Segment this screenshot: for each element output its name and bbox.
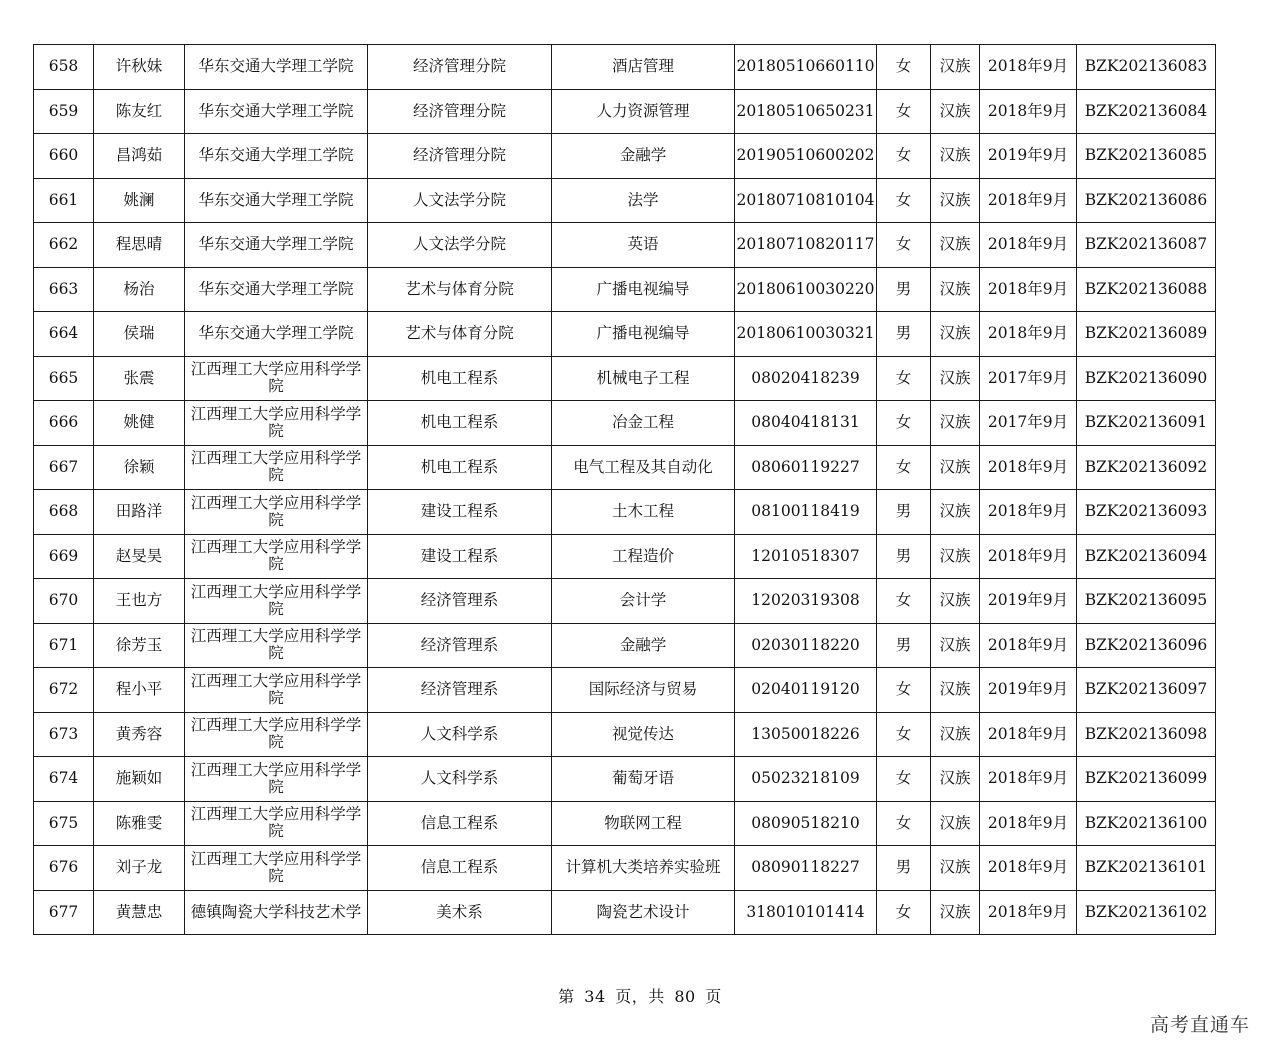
cell-gender: 女	[877, 89, 931, 134]
cell-department: 人文科学系	[368, 757, 552, 802]
cell-name: 侯瑞	[94, 312, 185, 357]
cell-number: 673	[34, 712, 94, 757]
cell-student-id: 02030118220	[735, 623, 877, 668]
cell-major: 冶金工程	[552, 401, 735, 446]
cell-enrollment-date: 2018年9月	[980, 846, 1077, 891]
cell-student-id: 08020418239	[735, 356, 877, 401]
cell-enrollment-date: 2018年9月	[980, 801, 1077, 846]
cell-school: 华东交通大学理工学院	[185, 178, 368, 223]
cell-enrollment-date: 2018年9月	[980, 312, 1077, 357]
cell-student-id: 20180610030321	[735, 312, 877, 357]
cell-major: 计算机大类培养实验班	[552, 846, 735, 891]
cell-name: 徐颖	[94, 445, 185, 490]
cell-number: 668	[34, 490, 94, 535]
cell-school: 江西理工大学应用科学学院	[185, 445, 368, 490]
cell-student-id: 318010101414	[735, 890, 877, 935]
cell-enrollment-date: 2018年9月	[980, 757, 1077, 802]
cell-major: 金融学	[552, 623, 735, 668]
cell-name: 陈友红	[94, 89, 185, 134]
cell-major: 视觉传达	[552, 712, 735, 757]
footer-middle: 页，共	[615, 987, 665, 1006]
cell-department: 建设工程系	[368, 490, 552, 535]
cell-ethnicity: 汉族	[931, 623, 980, 668]
cell-student-id: 13050018226	[735, 712, 877, 757]
cell-name: 程小平	[94, 668, 185, 713]
cell-gender: 女	[877, 178, 931, 223]
cell-ethnicity: 汉族	[931, 134, 980, 179]
cell-code: BZK202136096	[1077, 623, 1216, 668]
cell-student-id: 20180510650231	[735, 89, 877, 134]
cell-student-id: 20180710810104	[735, 178, 877, 223]
table-body	[34, 45, 1216, 935]
cell-school: 华东交通大学理工学院	[185, 89, 368, 134]
cell-enrollment-date: 2018年9月	[980, 267, 1077, 312]
cell-gender: 男	[877, 267, 931, 312]
table-row	[34, 712, 1216, 757]
cell-school: 华东交通大学理工学院	[185, 312, 368, 357]
cell-enrollment-date: 2018年9月	[980, 445, 1077, 490]
cell-major: 会计学	[552, 579, 735, 624]
cell-number: 663	[34, 267, 94, 312]
cell-number: 674	[34, 757, 94, 802]
cell-name: 昌鸿茹	[94, 134, 185, 179]
cell-school: 江西理工大学应用科学学院	[185, 534, 368, 579]
cell-number: 675	[34, 801, 94, 846]
cell-school: 江西理工大学应用科学学院	[185, 623, 368, 668]
cell-department: 信息工程系	[368, 846, 552, 891]
table-row	[34, 534, 1216, 579]
cell-name: 赵旻昊	[94, 534, 185, 579]
cell-department: 信息工程系	[368, 801, 552, 846]
cell-department: 人文法学分院	[368, 178, 552, 223]
cell-enrollment-date: 2019年9月	[980, 668, 1077, 713]
student-list-table	[33, 44, 1216, 935]
cell-school: 德镇陶瓷大学科技艺术学	[185, 890, 368, 935]
cell-enrollment-date: 2018年9月	[980, 89, 1077, 134]
cell-school: 江西理工大学应用科学学院	[185, 490, 368, 535]
cell-enrollment-date: 2018年9月	[980, 490, 1077, 535]
cell-code: BZK202136093	[1077, 490, 1216, 535]
cell-code: BZK202136092	[1077, 445, 1216, 490]
cell-name: 姚健	[94, 401, 185, 446]
table-row	[34, 757, 1216, 802]
cell-enrollment-date: 2017年9月	[980, 401, 1077, 446]
table-row	[34, 668, 1216, 713]
cell-number: 677	[34, 890, 94, 935]
cell-gender: 女	[877, 223, 931, 268]
cell-gender: 女	[877, 45, 931, 90]
cell-department: 经济管理系	[368, 668, 552, 713]
cell-major: 物联网工程	[552, 801, 735, 846]
cell-number: 660	[34, 134, 94, 179]
cell-number: 669	[34, 534, 94, 579]
cell-code: BZK202136100	[1077, 801, 1216, 846]
table-row	[34, 134, 1216, 179]
cell-student-id: 08040418131	[735, 401, 877, 446]
cell-student-id: 20180610030220	[735, 267, 877, 312]
cell-ethnicity: 汉族	[931, 356, 980, 401]
cell-ethnicity: 汉族	[931, 223, 980, 268]
cell-gender: 女	[877, 445, 931, 490]
table-row	[34, 312, 1216, 357]
cell-name: 张震	[94, 356, 185, 401]
cell-student-id: 08100118419	[735, 490, 877, 535]
cell-enrollment-date: 2018年9月	[980, 223, 1077, 268]
cell-name: 黄秀容	[94, 712, 185, 757]
cell-gender: 男	[877, 534, 931, 579]
cell-code: BZK202136088	[1077, 267, 1216, 312]
cell-gender: 男	[877, 623, 931, 668]
cell-number: 667	[34, 445, 94, 490]
cell-code: BZK202136084	[1077, 89, 1216, 134]
cell-gender: 女	[877, 401, 931, 446]
cell-department: 艺术与体育分院	[368, 267, 552, 312]
cell-name: 刘子龙	[94, 846, 185, 891]
cell-enrollment-date: 2018年9月	[980, 890, 1077, 935]
cell-ethnicity: 汉族	[931, 178, 980, 223]
cell-ethnicity: 汉族	[931, 846, 980, 891]
cell-major: 酒店管理	[552, 45, 735, 90]
cell-school: 江西理工大学应用科学学院	[185, 757, 368, 802]
table-row	[34, 401, 1216, 446]
cell-student-id: 05023218109	[735, 757, 877, 802]
cell-major: 法学	[552, 178, 735, 223]
footer-prefix: 第	[558, 987, 575, 1006]
table-row	[34, 356, 1216, 401]
cell-school: 江西理工大学应用科学学院	[185, 712, 368, 757]
cell-major: 金融学	[552, 134, 735, 179]
table-row	[34, 178, 1216, 223]
cell-number: 671	[34, 623, 94, 668]
cell-enrollment-date: 2019年9月	[980, 134, 1077, 179]
cell-enrollment-date: 2018年9月	[980, 623, 1077, 668]
cell-major: 广播电视编导	[552, 267, 735, 312]
footer-current-page: 34	[584, 987, 606, 1006]
table-row	[34, 490, 1216, 535]
cell-code: BZK202136097	[1077, 668, 1216, 713]
table-row	[34, 89, 1216, 134]
cell-ethnicity: 汉族	[931, 579, 980, 624]
cell-major: 人力资源管理	[552, 89, 735, 134]
cell-code: BZK202136086	[1077, 178, 1216, 223]
cell-department: 经济管理分院	[368, 89, 552, 134]
cell-school: 江西理工大学应用科学学院	[185, 356, 368, 401]
cell-code: BZK202136085	[1077, 134, 1216, 179]
cell-gender: 女	[877, 668, 931, 713]
page-footer	[0, 984, 1280, 1007]
table-row	[34, 846, 1216, 891]
table-row	[34, 223, 1216, 268]
cell-school: 华东交通大学理工学院	[185, 223, 368, 268]
cell-ethnicity: 汉族	[931, 712, 980, 757]
cell-student-id: 02040119120	[735, 668, 877, 713]
cell-department: 机电工程系	[368, 445, 552, 490]
cell-gender: 女	[877, 890, 931, 935]
cell-code: BZK202136083	[1077, 45, 1216, 90]
cell-school: 华东交通大学理工学院	[185, 134, 368, 179]
cell-department: 经济管理分院	[368, 134, 552, 179]
cell-student-id: 20180710820117	[735, 223, 877, 268]
cell-ethnicity: 汉族	[931, 267, 980, 312]
cell-number: 666	[34, 401, 94, 446]
cell-gender: 男	[877, 312, 931, 357]
table-row	[34, 623, 1216, 668]
cell-student-id: 20180510660110	[735, 45, 877, 90]
table-row	[34, 890, 1216, 935]
cell-number: 664	[34, 312, 94, 357]
cell-major: 广播电视编导	[552, 312, 735, 357]
footer-suffix: 页	[705, 987, 722, 1006]
cell-gender: 女	[877, 757, 931, 802]
cell-gender: 男	[877, 490, 931, 535]
cell-ethnicity: 汉族	[931, 445, 980, 490]
cell-department: 艺术与体育分院	[368, 312, 552, 357]
table-row	[34, 445, 1216, 490]
cell-name: 陈雅雯	[94, 801, 185, 846]
cell-ethnicity: 汉族	[931, 45, 980, 90]
cell-number: 672	[34, 668, 94, 713]
table-row	[34, 267, 1216, 312]
cell-major: 英语	[552, 223, 735, 268]
cell-department: 机电工程系	[368, 401, 552, 446]
cell-department: 经济管理系	[368, 623, 552, 668]
cell-code: BZK202136095	[1077, 579, 1216, 624]
cell-ethnicity: 汉族	[931, 490, 980, 535]
cell-name: 王也方	[94, 579, 185, 624]
cell-department: 人文法学分院	[368, 223, 552, 268]
cell-name: 黄慧忠	[94, 890, 185, 935]
cell-enrollment-date: 2018年9月	[980, 45, 1077, 90]
cell-major: 土木工程	[552, 490, 735, 535]
cell-code: BZK202136094	[1077, 534, 1216, 579]
cell-ethnicity: 汉族	[931, 890, 980, 935]
cell-department: 人文科学系	[368, 712, 552, 757]
cell-name: 徐芳玉	[94, 623, 185, 668]
cell-ethnicity: 汉族	[931, 801, 980, 846]
cell-code: BZK202136090	[1077, 356, 1216, 401]
cell-code: BZK202136098	[1077, 712, 1216, 757]
cell-code: BZK202136091	[1077, 401, 1216, 446]
cell-ethnicity: 汉族	[931, 534, 980, 579]
cell-code: BZK202136102	[1077, 890, 1216, 935]
cell-ethnicity: 汉族	[931, 312, 980, 357]
cell-ethnicity: 汉族	[931, 757, 980, 802]
cell-major: 机械电子工程	[552, 356, 735, 401]
cell-gender: 女	[877, 801, 931, 846]
cell-student-id: 08090518210	[735, 801, 877, 846]
cell-department: 机电工程系	[368, 356, 552, 401]
cell-code: BZK202136089	[1077, 312, 1216, 357]
cell-school: 华东交通大学理工学院	[185, 267, 368, 312]
cell-department: 建设工程系	[368, 534, 552, 579]
cell-gender: 女	[877, 356, 931, 401]
cell-student-id: 12020319308	[735, 579, 877, 624]
cell-enrollment-date: 2017年9月	[980, 356, 1077, 401]
cell-name: 杨治	[94, 267, 185, 312]
cell-school: 江西理工大学应用科学学院	[185, 801, 368, 846]
cell-number: 665	[34, 356, 94, 401]
cell-student-id: 20190510600202	[735, 134, 877, 179]
cell-department: 经济管理分院	[368, 45, 552, 90]
cell-major: 电气工程及其自动化	[552, 445, 735, 490]
cell-number: 670	[34, 579, 94, 624]
cell-school: 江西理工大学应用科学学院	[185, 579, 368, 624]
cell-ethnicity: 汉族	[931, 401, 980, 446]
footer-total-pages: 80	[674, 987, 696, 1006]
table-row	[34, 45, 1216, 90]
cell-number: 658	[34, 45, 94, 90]
cell-enrollment-date: 2018年9月	[980, 712, 1077, 757]
cell-name: 施颖如	[94, 757, 185, 802]
cell-enrollment-date: 2018年9月	[980, 534, 1077, 579]
cell-enrollment-date: 2019年9月	[980, 579, 1077, 624]
cell-gender: 男	[877, 846, 931, 891]
table-row	[34, 801, 1216, 846]
cell-enrollment-date: 2018年9月	[980, 178, 1077, 223]
cell-school: 华东交通大学理工学院	[185, 45, 368, 90]
cell-number: 676	[34, 846, 94, 891]
cell-code: BZK202136087	[1077, 223, 1216, 268]
cell-name: 姚澜	[94, 178, 185, 223]
cell-department: 经济管理系	[368, 579, 552, 624]
cell-major: 陶瓷艺术设计	[552, 890, 735, 935]
cell-name: 许秋妹	[94, 45, 185, 90]
cell-ethnicity: 汉族	[931, 668, 980, 713]
cell-name: 程思晴	[94, 223, 185, 268]
cell-code: BZK202136099	[1077, 757, 1216, 802]
cell-student-id: 08090118227	[735, 846, 877, 891]
cell-school: 江西理工大学应用科学学院	[185, 668, 368, 713]
cell-gender: 女	[877, 712, 931, 757]
cell-gender: 女	[877, 579, 931, 624]
cell-student-id: 08060119227	[735, 445, 877, 490]
cell-gender: 女	[877, 134, 931, 179]
cell-number: 659	[34, 89, 94, 134]
watermark-text: 高考直通车	[1149, 1014, 1250, 1036]
cell-major: 工程造价	[552, 534, 735, 579]
cell-number: 662	[34, 223, 94, 268]
cell-ethnicity: 汉族	[931, 89, 980, 134]
cell-major: 葡萄牙语	[552, 757, 735, 802]
cell-student-id: 12010518307	[735, 534, 877, 579]
cell-code: BZK202136101	[1077, 846, 1216, 891]
cell-number: 661	[34, 178, 94, 223]
table-row	[34, 579, 1216, 624]
cell-major: 国际经济与贸易	[552, 668, 735, 713]
cell-school: 江西理工大学应用科学学院	[185, 846, 368, 891]
cell-school: 江西理工大学应用科学学院	[185, 401, 368, 446]
cell-department: 美术系	[368, 890, 552, 935]
cell-name: 田路洋	[94, 490, 185, 535]
